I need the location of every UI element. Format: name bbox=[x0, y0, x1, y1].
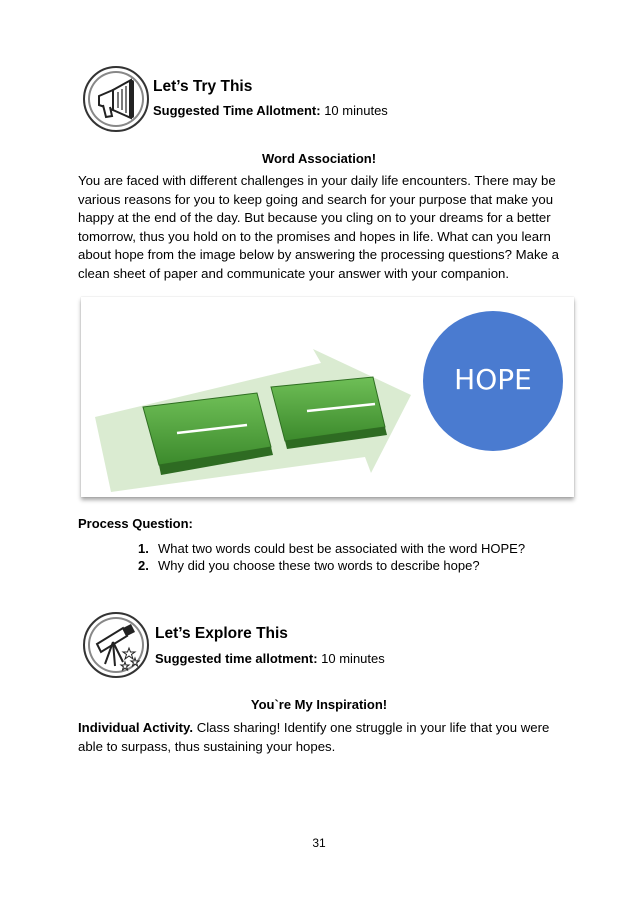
hope-circle-text: HOPE bbox=[454, 363, 532, 396]
page-number: 31 bbox=[312, 836, 326, 850]
activity-text: Class sharing! Identify one struggle in your life that you were able to surpass, thus sustaining your hopes. bbox=[78, 720, 550, 754]
question-number: 2. bbox=[138, 558, 149, 573]
question-text: What two words could best be associated with the word HOPE? bbox=[158, 541, 526, 556]
process-question-heading: Process Question: bbox=[78, 516, 193, 531]
question-number: 1. bbox=[138, 541, 149, 556]
telescope-icon-badge bbox=[83, 612, 149, 678]
activity-lead: Individual Activity. bbox=[78, 720, 194, 735]
telescope-icon bbox=[85, 614, 147, 676]
activity-heading-word-association: Word Association! bbox=[261, 151, 377, 166]
individual-activity-paragraph bbox=[78, 719, 560, 756]
section-title-explore: Let’s Explore This bbox=[155, 625, 288, 642]
allotment-label: Suggested time allotment: bbox=[155, 651, 318, 666]
activity-heading-inspiration: You`re My Inspiration! bbox=[250, 697, 388, 712]
megaphone-icon bbox=[85, 68, 147, 130]
question-text: Why did you choose these two words to describe hope? bbox=[158, 558, 480, 573]
section-title-try: Let’s Try This bbox=[153, 78, 253, 95]
allotment-value: 10 minutes bbox=[324, 103, 388, 118]
allotment-label: Suggested Time Allotment: bbox=[153, 103, 321, 118]
question-item bbox=[138, 558, 480, 573]
hope-figure bbox=[81, 297, 574, 497]
time-allotment-try bbox=[153, 103, 388, 118]
megaphone-icon-badge bbox=[83, 66, 149, 132]
question-item bbox=[138, 541, 525, 556]
time-allotment-explore bbox=[155, 651, 385, 666]
allotment-value: 10 minutes bbox=[321, 651, 385, 666]
activity-paragraph: You are faced with different challenges in your daily life encounters. There may be various reasons for you to keep going and search for your purpose that make you happy at the end of the day. But because you cling on to your dreams for a better tomorrow, thus you hold on to the promises and hopes in life. What can you learn about hope from the image below by answering the processing questions? Make a clean sheet of paper and communicate your answer with your companion. bbox=[78, 173, 559, 281]
